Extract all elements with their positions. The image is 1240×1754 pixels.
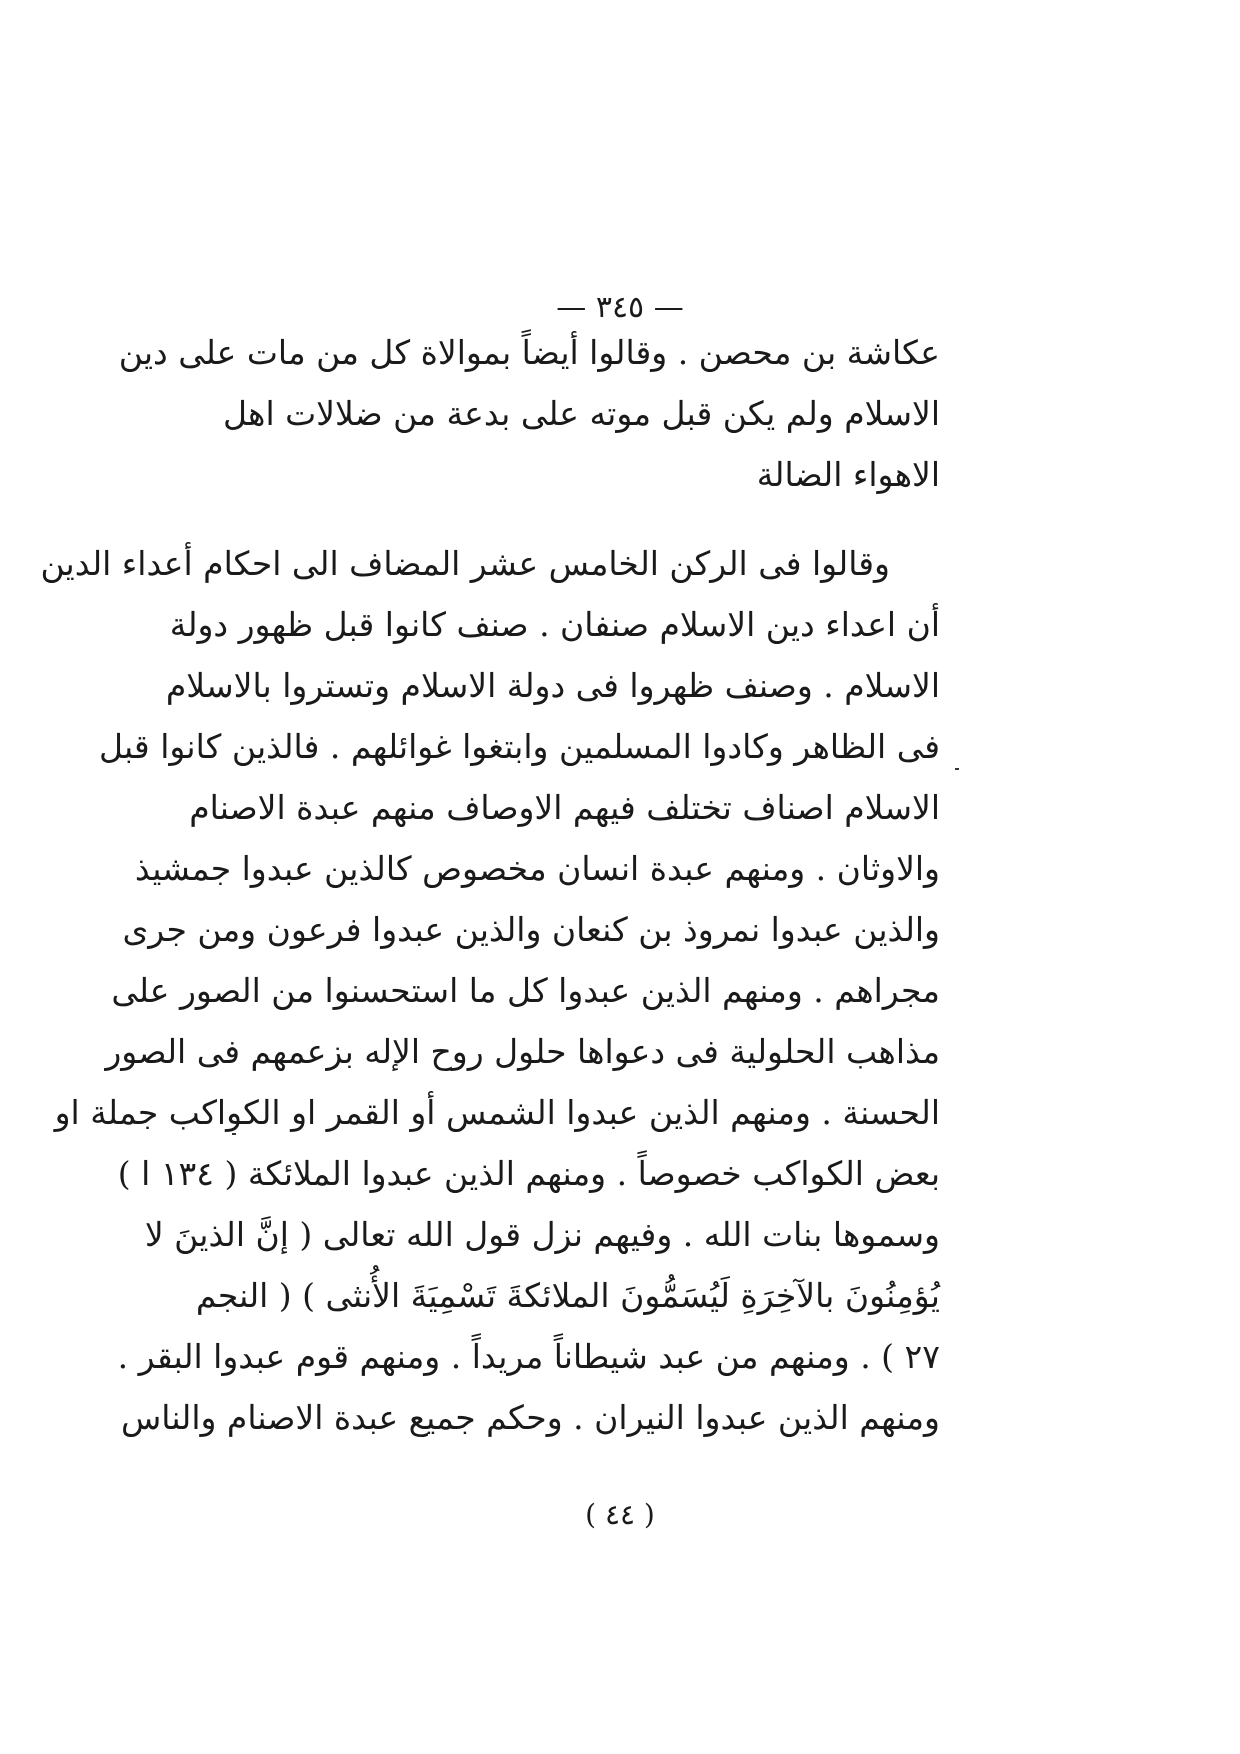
- text-line: بعض الكواكب خصوصاً . ومنهم الذين عبدوا الملائكة ( ١٣٤ ا ): [117, 1154, 940, 1193]
- text-line: مذاهب الحلولية فى دعواها حلول روح الإله بزعمهم فى الصور: [105, 1032, 940, 1071]
- text-line: ٢٧ ) . ومنهم من عبد شيطاناً مريداً . ومنهم قوم عبدوا البقر .: [117, 1337, 940, 1376]
- text-line: مجراهم . ومنهم الذين عبدوا كل ما استحسنوا من الصور على: [111, 971, 940, 1010]
- signature-mark: ( ٤٤ ): [585, 1498, 655, 1531]
- margin-speck: [232, 1133, 236, 1135]
- text-line: الاسلام . وصنف ظهروا فى دولة الاسلام وتستروا بالاسلام: [165, 666, 940, 705]
- text-line: وسموها بنات الله . وفيهم نزل قول الله تعالى ( إنَّ الذينَ لا: [144, 1215, 940, 1254]
- text-line: وقالوا فى الركن الخامس عشر المضاف الى احكام أعداء الدين: [40, 544, 890, 583]
- text-line: الاسلام اصناف تختلف فيهم الاوصاف منهم عبدة الاصنام: [189, 788, 940, 827]
- text-line: ومنهم الذين عبدوا النيران . وحكم جميع عبدة الاصنام والناس: [120, 1398, 940, 1437]
- margin-speck: [955, 768, 959, 770]
- text-line: أن اعداء دين الاسلام صنفان . صنف كانوا قبل ظهور دولة: [169, 605, 940, 644]
- text-line: الاسلام ولم يكن قبل موته على بدعة من ضلالات اهل: [223, 394, 940, 433]
- text-body: [40, 322, 940, 1448]
- page-number: — ٣٤٥ —: [556, 290, 684, 325]
- text-line: فى الظاهر وكادوا المسلمين وابتغوا غوائلهم . فالذين كانوا قبل: [98, 727, 940, 766]
- text-line: الاهواء الضالة: [756, 455, 940, 494]
- text-line: يُؤمِنُونَ بالآخِرَةِ لَيُسَمُّونَ الملائكةَ تَسْمِيَةَ الأُنثى ) ( النجم: [195, 1276, 940, 1315]
- text-line: الحسنة . ومنهم الذين عبدوا الشمس أو القمر او الكواكب جملة او: [54, 1093, 940, 1132]
- text-line: والاوثان . ومنهم عبدة انسان مخصوص كالذين عبدوا جمشيذ: [134, 849, 940, 888]
- text-line: عكاشة بن محصن . وقالوا أيضاً بموالاة كل من مات على دين: [118, 333, 940, 372]
- text-line: والذين عبدوا نمروذ بن كنعان والذين عبدوا فرعون ومن جرى: [122, 910, 940, 949]
